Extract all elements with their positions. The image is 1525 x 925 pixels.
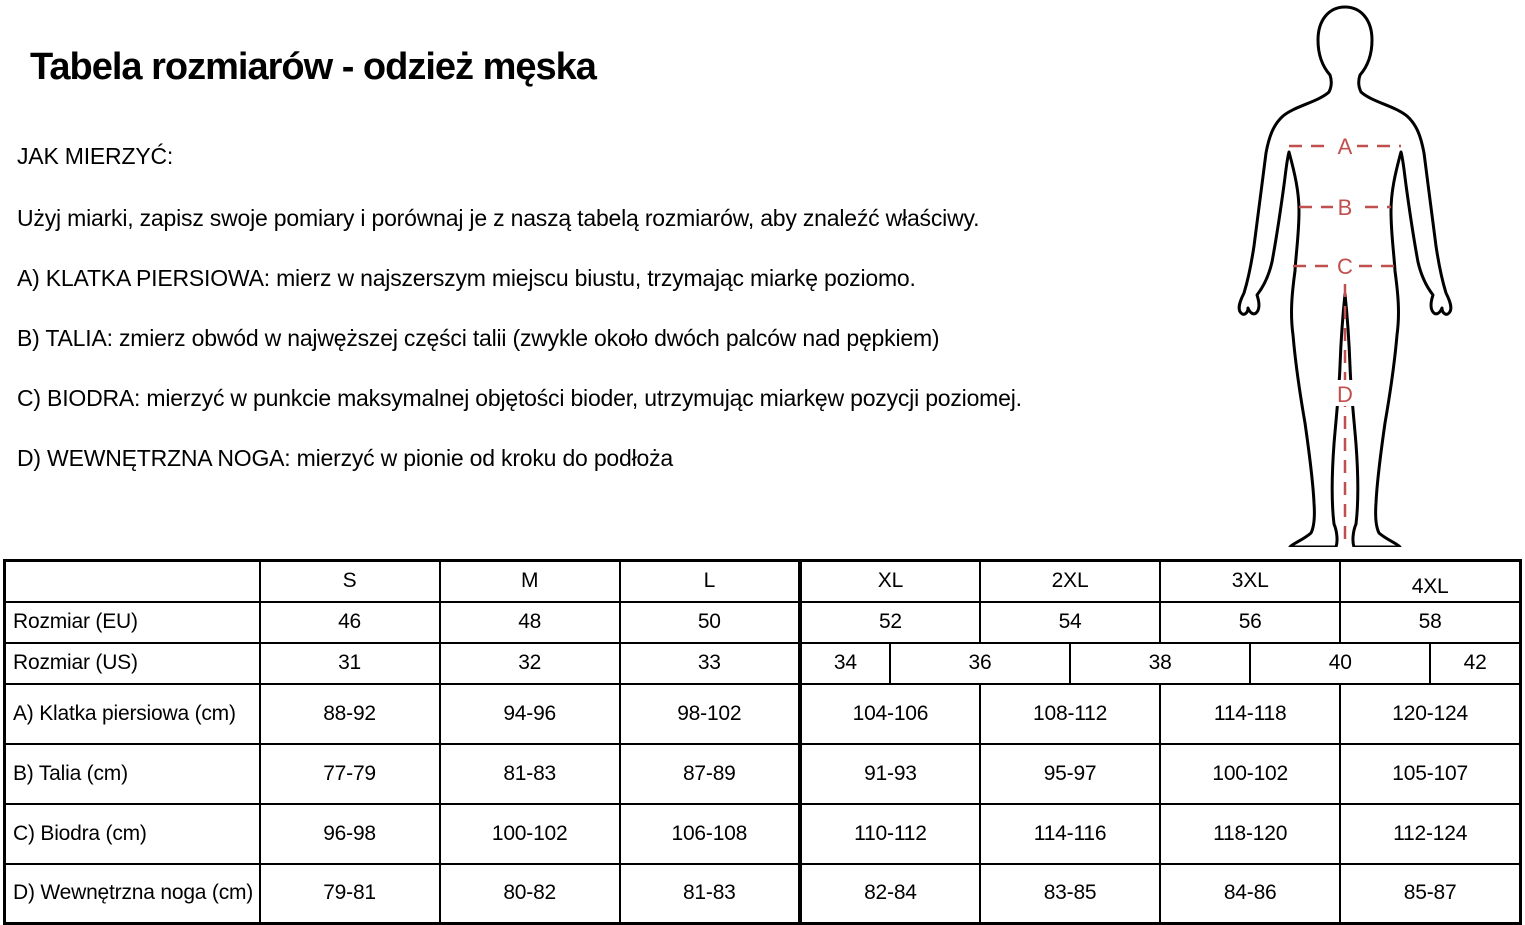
cell-waist-4xl: 105-107 (1340, 744, 1520, 804)
cell-inseam-l: 81-83 (620, 864, 800, 924)
cell-eu-3xl: 56 (1160, 602, 1340, 643)
cell-inseam-m: 80-82 (440, 864, 620, 924)
cell-chest-s: 88-92 (260, 684, 440, 744)
cell-hips-3xl: 118-120 (1160, 804, 1340, 864)
col-header-2xl: 2XL (980, 561, 1160, 602)
cell-waist-s: 77-79 (260, 744, 440, 804)
col-header-xl: XL (800, 561, 980, 602)
cell-waist-3xl: 100-102 (1160, 744, 1340, 804)
cell-eu-4xl: 58 (1340, 602, 1520, 643)
table-row-eu (5, 602, 1521, 643)
col-header-3xl: 3XL (1160, 561, 1340, 602)
cell-eu-xl: 52 (800, 602, 980, 643)
cell-waist-l: 87-89 (620, 744, 800, 804)
table-row-inseam (5, 864, 1521, 924)
cell-us-38: 38 (1070, 643, 1250, 684)
how-to-measure-heading: JAK MIERZYĆ: (17, 143, 174, 169)
row-label-eu: Rozmiar (EU) (5, 602, 260, 643)
cell-hips-2xl: 114-116 (980, 804, 1160, 864)
col-header-m: M (440, 561, 620, 602)
cell-chest-xl: 104-106 (800, 684, 980, 744)
cell-chest-4xl: 120-124 (1340, 684, 1520, 744)
cell-us-42: 42 (1430, 643, 1520, 684)
row-label-inseam: D) Wewnętrzna noga (cm) (5, 864, 260, 924)
row-label-waist: B) Talia (cm) (5, 744, 260, 804)
col-header-4xl: 4XL (1340, 561, 1520, 602)
instruction-waist: B) TALIA: zmierz obwód w najwęższej części talii (zwykle około dwóch palców nad pępkiem) (17, 325, 940, 351)
cell-chest-2xl: 108-112 (980, 684, 1160, 744)
cell-hips-m: 100-102 (440, 804, 620, 864)
body-measurement-diagram (1232, 4, 1464, 547)
cell-us-31: 31 (260, 643, 440, 684)
intro-text: Użyj miarki, zapisz swoje pomiary i porównaj je z naszą tabelą rozmiarów, aby znaleźć właściwy. (17, 205, 980, 231)
table-row-us (5, 643, 1521, 684)
cell-inseam-3xl: 84-86 (1160, 864, 1340, 924)
cell-eu-m: 48 (440, 602, 620, 643)
cell-eu-l: 50 (620, 602, 800, 643)
col-header-s: S (260, 561, 440, 602)
col-header-l: L (620, 561, 800, 602)
chest-label-a: A (1337, 134, 1353, 159)
cell-hips-4xl: 112-124 (1340, 804, 1520, 864)
size-table (3, 559, 1522, 925)
body-silhouette-figure (1232, 4, 1464, 547)
hips-label-c: C (1337, 254, 1353, 279)
cell-us-32: 32 (440, 643, 620, 684)
cell-us-36: 36 (890, 643, 1070, 684)
row-label-hips: C) Biodra (cm) (5, 804, 260, 864)
cell-eu-2xl: 54 (980, 602, 1160, 643)
instruction-chest: A) KLATKA PIERSIOWA: mierz w najszerszym miejscu biustu, trzymając miarkę poziomo. (17, 265, 916, 291)
cell-waist-xl: 91-93 (800, 744, 980, 804)
waist-label-b: B (1337, 195, 1353, 220)
cell-hips-s: 96-98 (260, 804, 440, 864)
cell-waist-2xl: 95-97 (980, 744, 1160, 804)
cell-chest-m: 94-96 (440, 684, 620, 744)
cell-inseam-xl: 82-84 (800, 864, 980, 924)
cell-inseam-s: 79-81 (260, 864, 440, 924)
cell-hips-xl: 110-112 (800, 804, 980, 864)
table-row-chest (5, 684, 1521, 744)
table-row-waist (5, 744, 1521, 804)
table-header-row (5, 561, 1521, 602)
cell-us-33: 33 (620, 643, 800, 684)
cell-inseam-4xl: 85-87 (1340, 864, 1520, 924)
instruction-inseam: D) WEWNĘTRZNA NOGA: mierzyć w pionie od kroku do podłoża (17, 445, 673, 471)
cell-eu-s: 46 (260, 602, 440, 643)
cell-us-40: 40 (1250, 643, 1430, 684)
table-row-hips (5, 804, 1521, 864)
row-label-us: Rozmiar (US) (5, 643, 260, 684)
row-label-chest: A) Klatka piersiowa (cm) (5, 684, 260, 744)
page-title: Tabela rozmiarów - odzież męska (30, 46, 596, 88)
inseam-label-d: D (1337, 382, 1353, 407)
instruction-hips: C) BIODRA: mierzyć w punkcie maksymalnej objętości bioder, utrzymując miarkęw pozycji poziomej. (17, 385, 1022, 411)
cell-hips-l: 106-108 (620, 804, 800, 864)
cell-chest-3xl: 114-118 (1160, 684, 1340, 744)
cell-us-34: 34 (800, 643, 890, 684)
cell-waist-m: 81-83 (440, 744, 620, 804)
cell-chest-l: 98-102 (620, 684, 800, 744)
cell-inseam-2xl: 83-85 (980, 864, 1160, 924)
corner-cell (5, 561, 260, 602)
